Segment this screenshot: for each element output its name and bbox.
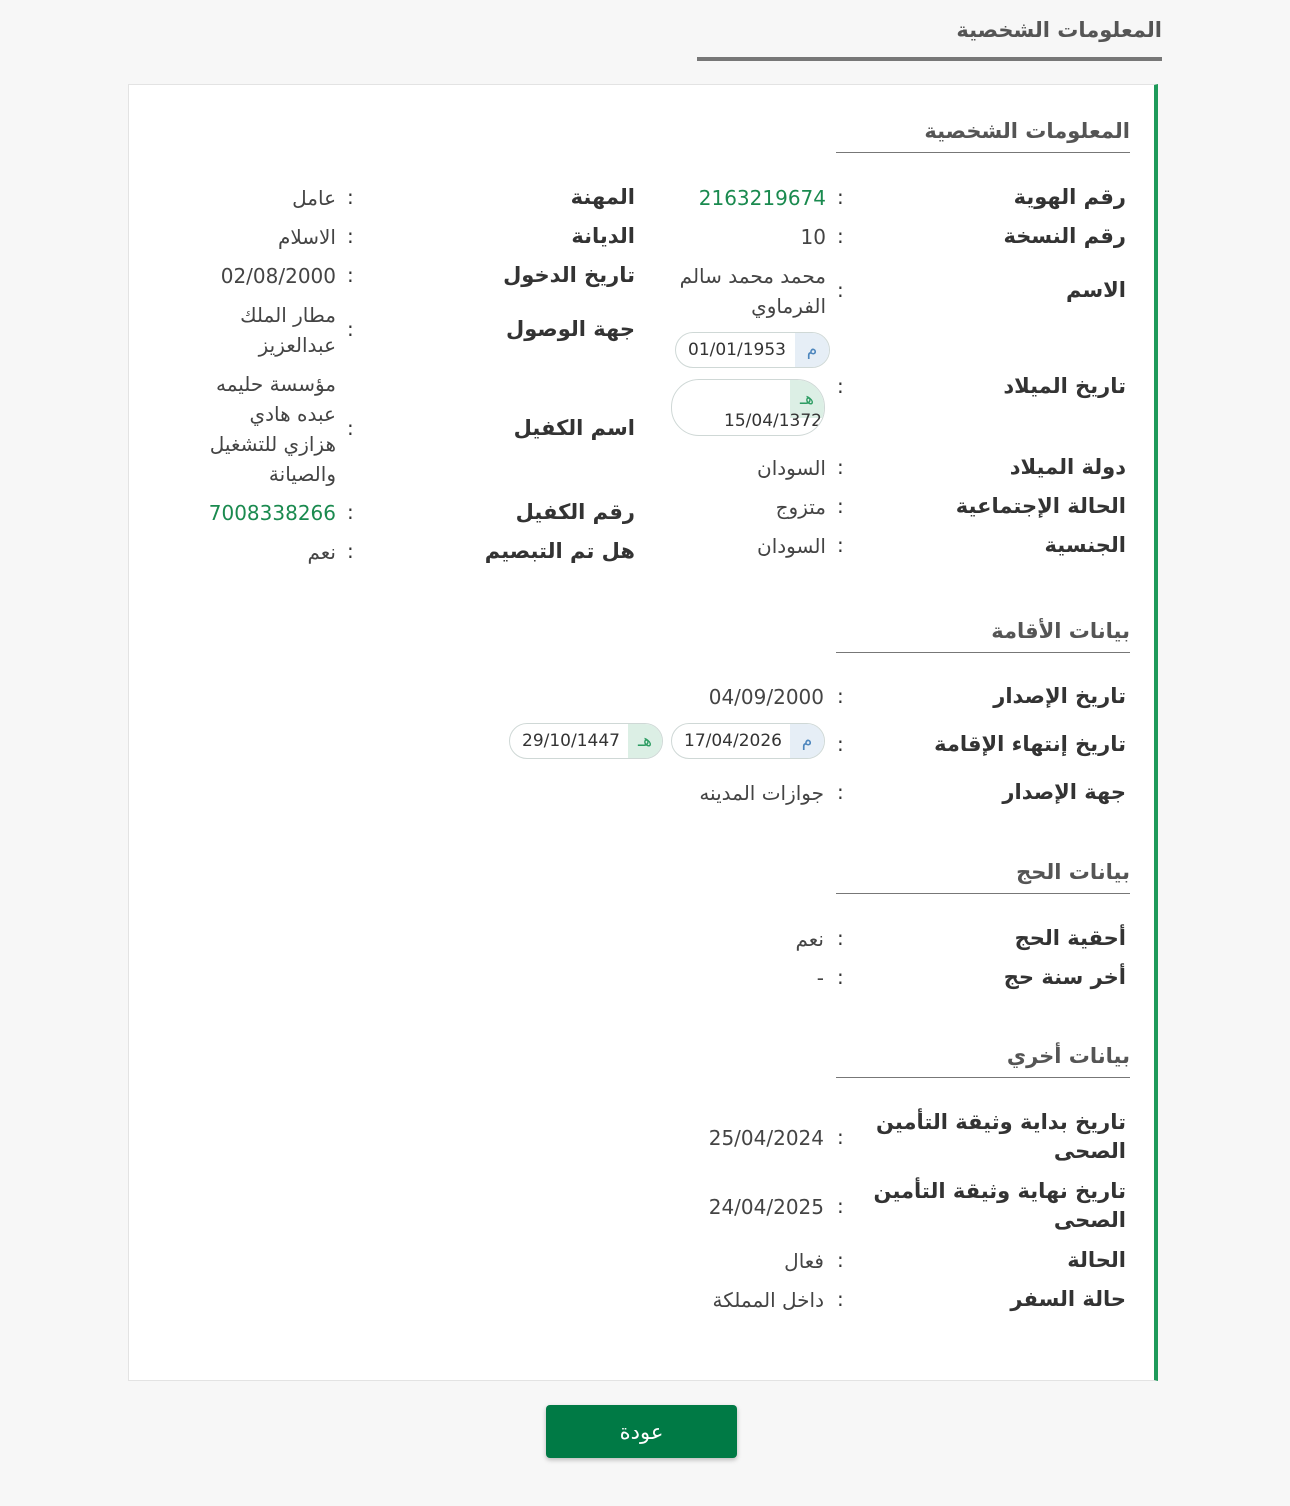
- sponsor-name-line2: عبده هادي: [249, 402, 336, 426]
- hijri-tag: هـ: [790, 380, 824, 418]
- insurance-start-value: 25/04/2024: [708, 1126, 824, 1150]
- colon: :: [347, 185, 354, 209]
- dob-hijri: 15/04/1372: [724, 411, 822, 431]
- dob-label: تاريخ الميلاد: [1003, 374, 1126, 398]
- hajj-eligibility-label: أحقية الحج: [1014, 926, 1126, 950]
- sponsor-no-label: رقم الكفيل: [515, 500, 635, 524]
- other-section-title: بيانات أخري: [836, 1044, 1130, 1078]
- dob-gregorian: 01/01/1953: [688, 340, 786, 360]
- colon: :: [347, 263, 354, 287]
- colon: :: [347, 500, 354, 524]
- gregorian-tag: م: [790, 724, 824, 758]
- copy-label: رقم النسخة: [1003, 224, 1126, 248]
- insurance-start-label-line2: الصحى: [1053, 1139, 1126, 1163]
- issuer-label: جهة الإصدار: [1002, 780, 1126, 804]
- dob-gregorian-pill: [675, 332, 830, 368]
- hajj-eligibility-value: نعم: [795, 927, 824, 951]
- sponsor-no-value: 7008338266: [208, 501, 336, 525]
- insurance-end-label-line2: الصحى: [1053, 1208, 1126, 1232]
- hajj-section-title: بيانات الحج: [836, 860, 1130, 894]
- colon: :: [837, 533, 844, 557]
- copy-value: 10: [800, 225, 826, 249]
- expiry-gregorian: 17/04/2026: [684, 731, 782, 751]
- name-value-line2: الفرماوي: [751, 294, 826, 318]
- colon: :: [837, 780, 844, 804]
- colon: :: [347, 317, 354, 341]
- colon: :: [837, 278, 844, 302]
- info-card: [128, 84, 1158, 1381]
- birth-country-label: دولة الميلاد: [1009, 455, 1126, 479]
- insurance-end-label-line1: تاريخ نهاية وثيقة التأمين: [873, 1179, 1126, 1203]
- colon: :: [837, 185, 844, 209]
- personal-section-title: المعلومات الشخصية: [836, 119, 1130, 153]
- entry-date-label: تاريخ الدخول: [503, 263, 635, 287]
- arrival-value-line1: مطار الملك: [240, 303, 336, 327]
- marital-value: متزوج: [775, 495, 826, 519]
- colon: :: [837, 224, 844, 248]
- issuer-value: جوازات المدينه: [699, 781, 824, 805]
- sponsor-name-line1: مؤسسة حليمه: [215, 372, 336, 396]
- expiry-label: تاريخ إنتهاء الإقامة: [934, 732, 1126, 756]
- fingerprint-label: هل تم التبصيم: [484, 539, 635, 563]
- colon: :: [837, 455, 844, 479]
- sponsor-name-line3: هزازي للتشغيل: [209, 432, 336, 456]
- last-hajj-value: -: [816, 966, 824, 990]
- occupation-value: عامل: [292, 186, 336, 210]
- colon: :: [837, 1194, 844, 1218]
- status-value: فعال: [784, 1249, 824, 1273]
- colon: :: [347, 416, 354, 440]
- id-label: رقم الهوية: [1013, 185, 1126, 209]
- religion-label: الديانة: [571, 224, 635, 248]
- sponsor-name-line4: والصيانة: [268, 462, 336, 486]
- residency-section-title: بيانات الأقامة: [836, 619, 1130, 653]
- page-tab-title: المعلومات الشخصية: [956, 18, 1162, 42]
- colon: :: [837, 1248, 844, 1272]
- expiry-hijri-pill: [509, 723, 663, 759]
- hijri-tag: هـ: [628, 724, 662, 758]
- religion-value: الاسلام: [277, 225, 336, 249]
- last-hajj-label: أخر سنة حج: [1003, 965, 1126, 989]
- expiry-gregorian-pill: [671, 723, 825, 759]
- colon: :: [837, 494, 844, 518]
- travel-value: داخل المملكة: [712, 1288, 824, 1312]
- status-label: الحالة: [1067, 1248, 1126, 1272]
- colon: :: [837, 1125, 844, 1149]
- arrival-value-line2: عبدالعزيز: [258, 333, 336, 357]
- issue-date-value: 04/09/2000: [708, 685, 824, 709]
- back-button[interactable]: عودة: [546, 1405, 737, 1458]
- insurance-end-value: 24/04/2025: [708, 1195, 824, 1219]
- gregorian-tag: م: [795, 333, 829, 367]
- nationality-value: السودان: [757, 534, 826, 558]
- colon: :: [347, 539, 354, 563]
- colon: :: [837, 1287, 844, 1311]
- page-tab-underline: [697, 57, 1162, 61]
- entry-date-value: 02/08/2000: [220, 264, 336, 288]
- nationality-label: الجنسية: [1044, 533, 1126, 557]
- name-label: الاسم: [1066, 278, 1126, 302]
- travel-label: حالة السفر: [1010, 1287, 1126, 1311]
- sponsor-name-label: اسم الكفيل: [513, 416, 635, 440]
- colon: :: [347, 224, 354, 248]
- issue-date-label: تاريخ الإصدار: [993, 684, 1126, 708]
- name-value-line1: محمد محمد سالم: [679, 264, 826, 288]
- fingerprint-value: نعم: [307, 540, 336, 564]
- colon: :: [837, 965, 844, 989]
- marital-label: الحالة الإجتماعية: [955, 494, 1126, 518]
- colon: :: [837, 374, 844, 398]
- colon: :: [837, 926, 844, 950]
- colon: :: [837, 732, 844, 756]
- insurance-start-label-line1: تاريخ بداية وثيقة التأمين: [875, 1110, 1126, 1134]
- dob-hijri-pill: [671, 379, 825, 436]
- arrival-label: جهة الوصول: [506, 317, 635, 341]
- expiry-hijri: 29/10/1447: [522, 731, 620, 751]
- occupation-label: المهنة: [570, 185, 635, 209]
- colon: :: [837, 684, 844, 708]
- id-value: 2163219674: [698, 186, 826, 210]
- birth-country-value: السودان: [757, 456, 826, 480]
